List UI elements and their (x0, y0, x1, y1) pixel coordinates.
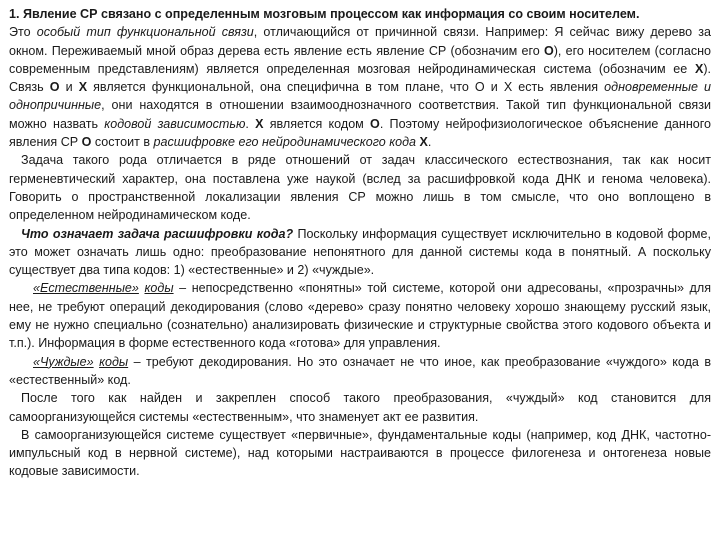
text-run: . Поэтому нейрофизиологическое объяснение данного явления СР (9, 116, 711, 150)
term-run: коды (99, 354, 129, 369)
term-run: коды (144, 281, 174, 296)
paragraph-1 (9, 23, 711, 151)
text-run: , отличающийся от причинной связи. Например: Я сейчас вижу дерево за окном. Переживаемый мной образ дерева есть явление есть явление СР (обозначим его (9, 25, 711, 58)
term-run: «Чуждые» (33, 354, 94, 369)
bold-run: X (78, 80, 88, 95)
bold-run: O (49, 80, 60, 95)
title-text: 1. Явление СР связано с определенным мозговым процессом как информация со своим носителем. (9, 7, 640, 21)
text-run: , они находятся в отношении взаимоoднозначного соответствия. Такой тип функциональной связи можно назвать (9, 98, 711, 131)
question-run: Что означает задача расшифровки кода? (21, 226, 294, 241)
paragraph-5 (9, 353, 711, 390)
italic-run: особый тип функциональной связи (36, 25, 254, 40)
text-run: ). Связь (9, 61, 711, 95)
text-run: и (59, 80, 79, 95)
bold-run: O (370, 116, 380, 131)
bold-run: X (255, 116, 264, 131)
text-run: ), его носителем (согласно современным представлениям) является определенная мозговая нейродинамическая система (обозначим ее (9, 43, 711, 76)
text-run: является функциональной, она специфична в том плане, что O и X есть явления (87, 80, 605, 95)
bold-run: X (419, 135, 428, 150)
paragraph-7: В самоорганизующейся системе существует «первичные», фундаментальные коды (например, код ДНК, частотно-импульсный код в нервной системе), над которыми настраиваются в процессе филогенеза и онтогенеза новые кодовые зависимости. (9, 427, 711, 479)
bold-run: X (694, 61, 704, 76)
text-run: – требуют декодирования. Но это означает не что иное, как преобразование «чуждого» кода в «естественный» код. (9, 354, 711, 387)
text-run: Поскольку информация существует исключительно в кодовой форме, это может означать лишь одно: преобразование непонятного для данной системы кода в понятный. А поскольку существует два типа кодов: 1) «естественные» и 2) «чуждые». (9, 226, 711, 278)
text-run: – непосредственно «понятны» той системе, которой они адресованы, «прозрачны» для нее, не требуют операций декодирования (слово «дерево» сразу понятно человеку хорошо знающему русский язык, ему не нужно специально (сознательно) анализировать физические и структурные свойства этого кодового объекта и т.п.). Информация в форме естественного кода «готова» для управления. (9, 281, 711, 351)
paragraph-4 (9, 279, 711, 352)
text-run: Это (9, 25, 37, 40)
paragraph-2: Задача такого рода отличается в ряде отношений от задач классического естествознания, так как носит герменевтический характер, она поставлена уже наукой (вслед за расшифровкой кода ДНК и генома человека). Говорить о пространственной локализации явления СР можно лишь в том смысле, что оно воплощено в определенном нейродинамическом коде. (9, 153, 711, 223)
bold-run: O (543, 43, 554, 58)
italic-run: одновременные и однопричинные (9, 80, 711, 113)
italic-run: расшифровке его нейродинамического кода (153, 135, 417, 150)
paragraph-6: После того как найден и закреплен способ такого преобразования, «чуждый» код становится для самоорганизующейся системы «естественным», что знаменует акт ее развития. (9, 391, 711, 424)
text-run: является кодом (263, 116, 371, 131)
text-run: . (427, 135, 432, 150)
text-run: состоит в (91, 135, 154, 150)
term-run: «Естественные» (33, 281, 139, 296)
paragraph-3 (9, 225, 711, 280)
italic-run: кодовой зависимостью (104, 116, 246, 131)
text-run: . (245, 116, 256, 131)
document-title (9, 5, 711, 23)
bold-run: O (81, 135, 92, 150)
